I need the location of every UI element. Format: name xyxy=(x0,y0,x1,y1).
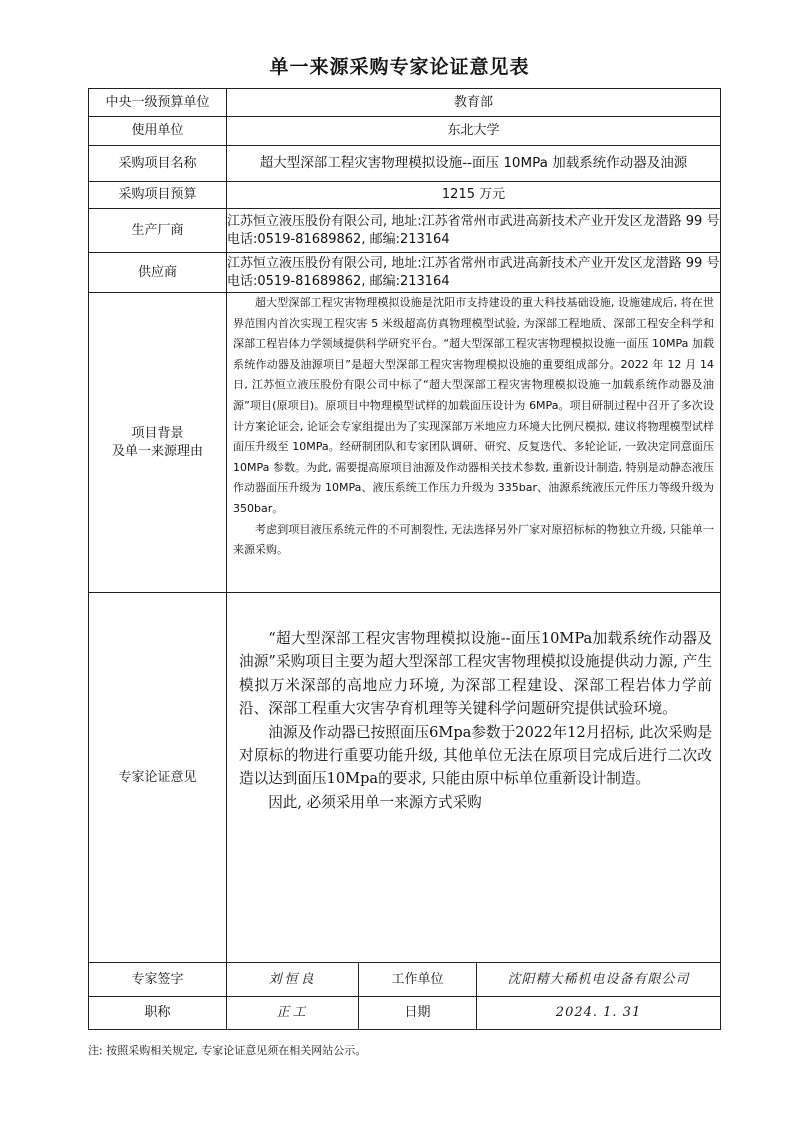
background-label xyxy=(89,293,227,593)
form-title: 单一来源采购专家论证意见表 xyxy=(269,56,530,78)
manufacturer-value xyxy=(227,209,721,253)
row-manufacturer xyxy=(89,209,721,253)
row-user-unit xyxy=(89,117,721,146)
manufacturer-label: 生产厂商 xyxy=(89,209,227,253)
work-unit-value: 沈阳精大稀机电设备有限公司 xyxy=(477,963,721,997)
job-title-value: 正工 xyxy=(227,997,359,1030)
opinion-label: 专家论证意见 xyxy=(89,593,227,963)
project-name-value: 超大型深部工程灾害物理模拟设施--面压 10MPa 加载系统作动器及油源 xyxy=(227,146,721,182)
row-budget-unit xyxy=(89,89,721,117)
signature-label: 专家签字 xyxy=(89,963,227,997)
row-title-date xyxy=(89,997,721,1030)
user-unit-value: 东北大学 xyxy=(227,117,721,146)
budget-unit-label: 中央一级预算单位 xyxy=(89,89,227,117)
background-paragraph: 考虑到项目液压系统元件的不可割裂性, 无法选择另外厂家对原招标标的物独立升级, 只能单一来源采购。 xyxy=(233,522,715,557)
row-supplier xyxy=(89,253,721,293)
opinion-paragraph: “超大型深部工程灾害物理模拟设施--面压10MPa加载系统作动器及油源”采购项目主要为超大型深部工程灾害物理模拟设施提供动力源, 产生模拟万米深部的高地应力环境, 为深部工程建设、深部工程岩体力学前沿、深部工程重大灾害孕育机理等关键科学问题研究提供试验环境。 xyxy=(239,630,713,718)
budget-label: 采购项目预算 xyxy=(89,182,227,209)
work-unit-label: 工作单位 xyxy=(359,963,477,997)
opinion-paragraph: 因此, 必须采用单一来源方式采购 xyxy=(268,793,482,811)
footnote: 注: 按照采购相关规定, 专家论证意见须在相关网站公示。 xyxy=(88,1044,367,1057)
date-value: 2024. 1. 31 xyxy=(477,997,721,1030)
budget-unit-value: 教育部 xyxy=(227,89,721,117)
background-label-line2: 及单一来源理由 xyxy=(111,443,203,459)
row-background xyxy=(89,293,721,593)
row-project-name xyxy=(89,146,721,182)
row-opinion xyxy=(89,593,721,963)
background-content xyxy=(227,293,721,593)
row-budget xyxy=(89,182,721,209)
date-label: 日期 xyxy=(359,997,477,1030)
budget-value: 1215 万元 xyxy=(227,182,721,209)
supplier-value xyxy=(227,253,721,293)
row-signature xyxy=(89,963,721,997)
supplier-address: 江苏恒立液压股份有限公司, 地址:江苏省常州市武进高新技术产业开发区龙潜路 99 号 xyxy=(227,255,720,271)
project-name-label: 采购项目名称 xyxy=(89,146,227,182)
opinion-content xyxy=(227,593,721,963)
manufacturer-contact: 电话:0519-81689862, 邮编:213164 xyxy=(227,231,450,247)
expert-opinion-form xyxy=(88,88,721,1030)
supplier-label: 供应商 xyxy=(89,253,227,293)
manufacturer-address: 江苏恒立液压股份有限公司, 地址:江苏省常州市武进高新技术产业开发区龙潜路 99 号 xyxy=(227,213,720,229)
user-unit-label: 使用单位 xyxy=(89,117,227,146)
background-paragraph: 超大型深部工程灾害物理模拟设施是沈阳市支持建设的重大科技基础设施, 设施建成后, 将在世界范围内首次实现工程灾害 5 米级超高仿真物理模型试验, 为深部工程地质、深部工程安全科学和深部工程岩体力学领域提供科学研究平台。“超大型深部工程灾害物理模拟设施一面压 10MPa 加载系统作动器及油源项目”是超大型深部工程灾害物理模拟设施的重要组成部分。2022 年 12 月 14 日, 江苏恒立液压股份有限公司中标了“超大型深部工程灾害物理模拟设施一加载系统作动器及油源”项目(原项目)。原项目中物理模型试样的加载面压设计为 6MPa。项目研制过程中召开了多次设计方案论证会, 论证会专家组提出为了实现深部万米地应力环境大比例尺模拟, 建议将物理模型试样面压升级至 10MPa。经研制团队和专家团队调研、研究、反复迭代、多轮论证, 一致决定同意面压 10MPa 参数。为此, 需要提高原项目油源及作动器相关技术参数, 重新设计制造, 特别是动静态液压作动器面压升级为 10MPa、液压系统工作压力升级为 335bar、油源系统液压元件压力等级升级为 350bar。 xyxy=(233,296,715,515)
background-label-line1: 项目背景 xyxy=(131,425,184,441)
opinion-paragraph: 油源及作动器已按照面压6Mpa参数于2022年12月招标, 此次采购是对原标的物进行重要功能升级, 其他单位无法在原项目完成后进行二次改造以达到面压10Mpa的要求, 只能由原中标单位重新设计制造。 xyxy=(239,723,713,788)
job-title-label: 职称 xyxy=(89,997,227,1030)
supplier-contact: 电话:0519-81689862, 邮编:213164 xyxy=(227,273,450,289)
expert-signature: 刘恒良 xyxy=(227,963,359,997)
